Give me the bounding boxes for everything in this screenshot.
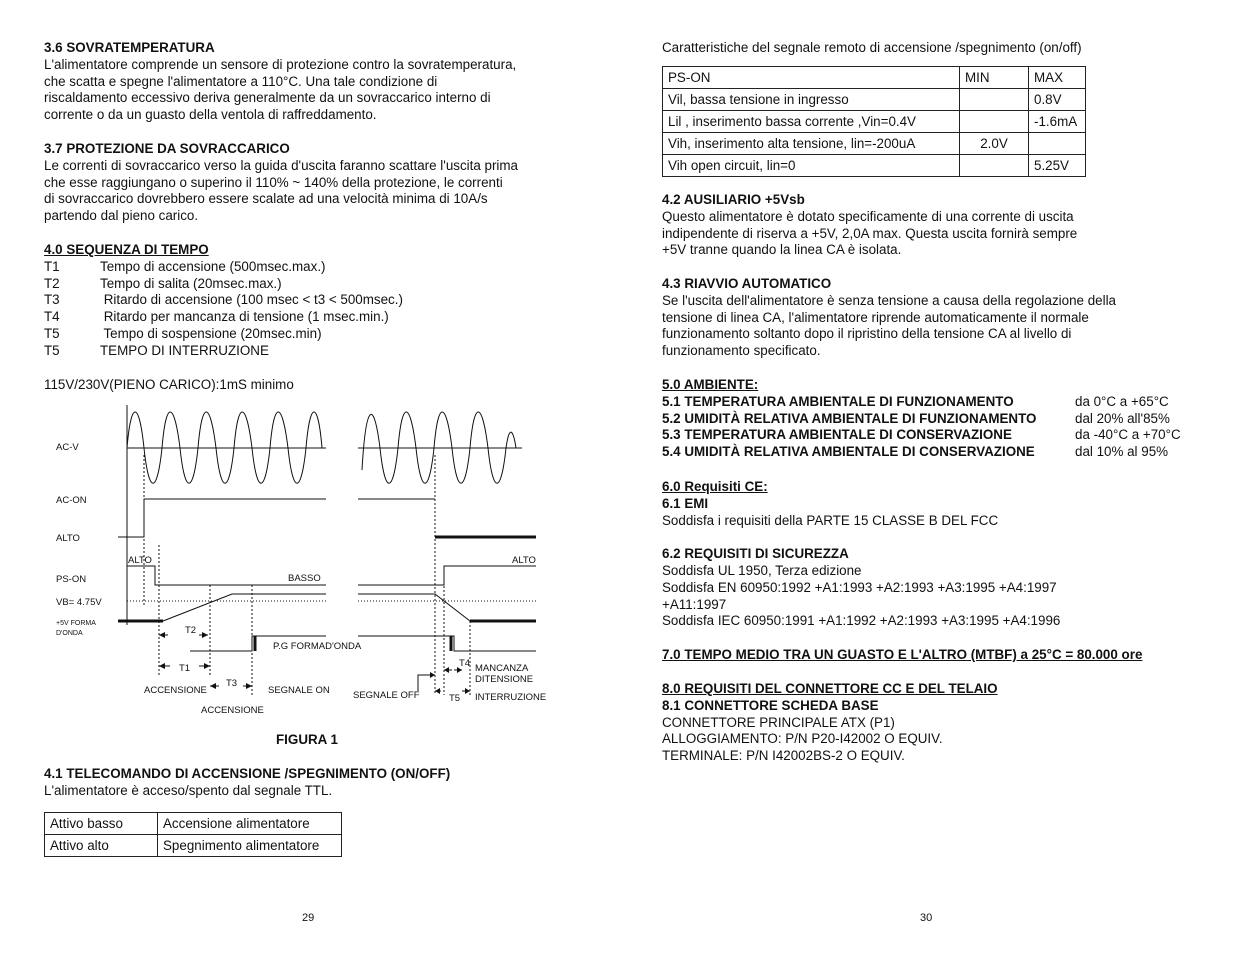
table-row [663,155,1086,177]
timing-text: TEMPO DI INTERRUZIONE [100,342,269,358]
table-cell: Attivo alto [45,835,158,857]
timing-code: T5 [44,325,60,341]
label-mancanza: MANCANZA [475,663,529,674]
timing-text: Tempo di salita (20msec.max.) [100,275,282,291]
label-t3: T3 [226,678,238,689]
paragraph-line: che esse raggiungano o superino il 110% ~ 140% della protezione, le correnti [44,174,503,190]
label-accensione: ACCENSIONE [201,705,264,716]
left-page [0,0,617,954]
remote-signal-table [662,66,1086,177]
timing-item [44,276,403,293]
section-6-0 [662,479,1060,630]
table-cell [960,89,1029,111]
timing-code: T3 [44,292,60,308]
section-title: 4.0 SEQUENZA DI TEMPO [44,242,209,257]
section-title: 3.7 PROTEZIONE DA SOVRACCARICO [44,141,290,156]
paragraph-line: +5V tranne quando la linea CA è isolata. [662,242,902,258]
label-t4: T4 [459,658,471,669]
page-number: 30 [920,912,933,924]
table-header: MAX [1029,67,1086,89]
timing-code: T1 [44,258,60,274]
env-value: dal 20% all'85% [1075,410,1170,426]
paragraph-line: corrente o da un guasto della ventola di raffreddamento. [44,107,377,123]
section-title: 5.0 AMBIENTE: [662,377,759,392]
section-4-0 [44,242,403,360]
right-page [618,0,1235,954]
paragraph-line: indipendente di riserva a +5V, 2,0A max. Questa uscita fornirà sempre [662,225,1078,241]
section-title: 6.0 Requisiti CE: [662,479,768,494]
table-cell: Accensione alimentatore [158,813,342,835]
paragraph-line: Soddisfa i requisiti della PARTE 15 CLASSE B DEL FCC [662,512,999,528]
table-cell: Attivo basso [45,813,158,835]
label-interruzione: INTERRUZIONE [475,692,547,703]
paragraph-line: CONNETTORE PRINCIPALE ATX (P1) [662,714,895,730]
paragraph-line: Soddisfa IEC 60950:1991 +A1:1992 +A2:1993 +A3:1995 +A4:1996 [662,613,1061,629]
label-ps-on: PS-ON [56,574,87,585]
table-row [45,835,342,857]
label-ditensione: DITENSIONE [475,674,534,685]
paragraph-line: L'alimentatore comprende un sensore di protezione contro la sovratemperatura, [44,56,517,72]
timing-item [44,343,403,360]
env-label: 5.2 UMIDITÀ RELATIVA AMBIENTALE DI FUNZIONAMENTO [662,410,1037,426]
paragraph-line: +A11:1997 [662,596,727,612]
section-title: 4.3 RIAVVIO AUTOMATICO [662,276,832,291]
env-label: 5.1 TEMPERATURA AMBIENTALE DI FUNZIONAMENTO [662,393,1014,409]
section-4-3 [662,276,1116,360]
label-alto-left: ALTO [128,555,152,566]
paragraph-line: Le correnti di sovraccarico verso la guida d'uscita faranno scattare l'uscita prima [44,157,519,173]
label-alto: ALTO [56,533,80,544]
label-ac-v: AC-V [56,442,79,453]
table-cell [960,111,1029,133]
table-cell [1029,133,1086,155]
table-cell: 0.8V [1029,89,1086,111]
remote-signal-title: Caratteristiche del segnale remoto di accensione /spegnimento (on/off) [662,40,1082,55]
table-cell [960,155,1029,177]
table-cell: Lil , inserimento bassa corrente ,Vin=0.4V [663,111,960,133]
table-header: PS-ON [663,67,960,89]
section-4-1 [44,766,450,800]
subsection-title: 8.1 CONNETTORE SCHEDA BASE [662,697,879,713]
segnale-off-pointer [418,675,435,691]
section-7-0: 7.0 TEMPO MEDIO TRA UN GUASTO E L'ALTRO (MTBF) a 25°C = 80.000 ore [662,647,1143,662]
paragraph-line: funzionamento soltanto dopo il ripristino della tensione CA al livello di [662,326,1072,342]
env-label: 5.4 UMIDITÀ RELATIVA AMBIENTALE DI CONSERVAZIONE [662,444,1035,460]
label-segnale-off: SEGNALE OFF [353,690,420,701]
table-header: MIN [960,67,1029,89]
table-cell: Vih, inserimento alta tensione, lin=-200uA [663,133,960,155]
section-title: 3.6 SOVRATEMPERATURA [44,40,215,55]
timing-item [44,326,403,343]
ttl-table [44,812,342,857]
env-value: dal 10% al 95% [1075,444,1169,460]
table-row [663,89,1086,111]
env-item [662,427,1202,444]
paragraph-line: di sovraccarico dovrebbero essere scalate ad una velocità minima di 10A/s [44,191,488,207]
label-t2: T2 [185,625,197,636]
label-t1: T1 [179,663,191,674]
paragraph-line: Se l'uscita dell'alimentatore è senza tensione a causa della regolazione della [662,292,1116,308]
table-header-row [663,67,1086,89]
table-row [663,133,1086,155]
label-t5: T5 [449,693,461,704]
paragraph-line: Questo alimentatore è dotato specificamente di una corrente di uscita [662,208,1074,224]
table-cell: -1.6mA [1029,111,1086,133]
label-pg: P.G FORMAD'ONDA [273,641,362,652]
timing-code: T2 [44,275,60,291]
label-basso: BASSO [288,573,321,584]
five-v-ramp [163,594,326,621]
env-item [662,411,1202,428]
paragraph-line: partendo dal pieno carico. [44,208,199,224]
pg-signal [358,636,536,651]
section-title: 4.1 TELECOMANDO DI ACCENSIONE /SPEGNIMENTO (ON/OFF) [44,766,451,781]
section-3-7 [44,141,518,225]
paragraph-line: ALLOGGIAMENTO: P/N P20-I42002 O EQUIV. [662,731,943,747]
section-title: 8.0 REQUISITI DEL CONNETTORE CC E DEL TELAIO [662,681,998,696]
ps-on-signal [358,566,536,585]
timing-item [44,309,403,326]
timing-text: Tempo di accensione (500msec.max.) [100,258,326,274]
section-8-0 [662,681,998,765]
paragraph-line: Soddisfa EN 60950:1992 +A1:1993 +A2:1993 +A3:1995 +A4:1997 [662,579,1057,595]
section-4-2 [662,192,1077,259]
figure-caption: FIGURA 1 [276,732,338,747]
table-cell: Vil, bassa tensione in ingresso [663,89,960,111]
label-alto-right: ALTO [512,555,536,566]
env-value: da 0°C a +65°C [1075,393,1169,409]
page-number: 29 [302,912,315,924]
five-v-ramp [358,594,536,621]
paragraph-line: TERMINALE: P/N I42002BS-2 O EQUIV. [662,748,905,764]
env-label: 5.3 TEMPERATURA AMBIENTALE DI CONSERVAZIONE [662,427,1012,443]
label-ac-on: AC-ON [56,495,87,506]
subsection-title: 6.2 REQUISITI DI SICUREZZA [662,546,849,562]
table-row [45,813,342,835]
paragraph-line: funzionamento specificato. [662,343,821,359]
timing-text: Ritardo per mancanza di tensione (1 msec.min.) [100,309,389,325]
section-5-0 [662,377,1202,461]
timing-diagram [0,395,617,725]
label-five-v-2: D'ONDA [56,630,83,637]
ac-on-signal [118,499,326,537]
paragraph-line: riscaldamento eccessivo deriva generalmente da un sovraccarico interno di [44,90,491,106]
table-row [663,111,1086,133]
section-title: 4.2 AUSILIARIO +5Vsb [662,192,805,207]
table-cell: 5.25V [1029,155,1086,177]
label-accensione: ACCENSIONE [144,685,207,696]
paragraph-line: Soddisfa UL 1950, Terza edizione [662,562,862,578]
env-item [662,444,1202,461]
timing-text: Tempo di sospensione (20msec.min) [100,325,322,341]
timing-note: 115V/230V(PIENO CARICO):1mS minimo [44,377,294,392]
section-3-6 [44,40,516,124]
env-value: da -40°C a +70°C [1075,427,1181,443]
table-cell: 2.0V [960,133,1029,155]
label-vb: VB= 4.75V [56,597,102,608]
paragraph-line: che scatta e spegne l'alimentatore a 110°C. Una tale condizione di [44,73,438,89]
env-item [662,394,1202,411]
timing-text: Ritardo di accensione (100 msec < t3 < 500msec.) [100,292,403,308]
label-five-v-1: +5V FORMA [56,620,96,627]
timing-code: T4 [44,309,60,325]
paragraph-line: tensione di linea CA, l'alimentatore riprende automaticamente il normale [662,309,1089,325]
timing-code: T5 [44,342,60,358]
timing-item [44,292,403,309]
timing-item [44,259,403,276]
table-cell: Spegnimento alimentatore [158,835,342,857]
paragraph-line: L'alimentatore è acceso/spento dal segnale TTL. [44,782,333,798]
label-segnale-on: SEGNALE ON [268,685,330,696]
subsection-title: 6.1 EMI [662,495,709,511]
table-cell: Vih open circuit, lin=0 [663,155,960,177]
